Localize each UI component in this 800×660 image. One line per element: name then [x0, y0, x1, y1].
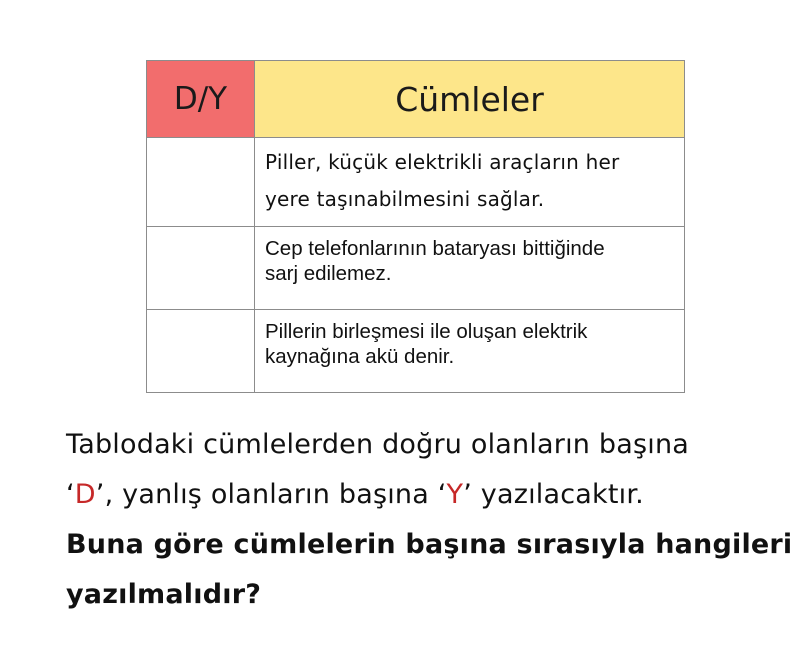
- answer-cell-3[interactable]: [147, 310, 255, 393]
- question-bold-line-1: Buna göre cümlelerin başına sırasıyla hangileri: [66, 529, 793, 560]
- question-block: [66, 420, 793, 620]
- table-row: [147, 310, 685, 393]
- answer-cell-1[interactable]: [147, 138, 255, 227]
- quote-open: ‘: [66, 479, 75, 510]
- question-line-2: [66, 470, 786, 520]
- table-row: [147, 138, 685, 227]
- question-bold-line-2: yazılmalıdır?: [66, 579, 262, 610]
- statements-table: [146, 60, 685, 393]
- table-row: [147, 227, 685, 310]
- header-sentences: Cümleler: [255, 61, 685, 138]
- sentence-cell-2: [255, 227, 685, 310]
- answer-cell-2[interactable]: [147, 227, 255, 310]
- question-line-2-middle: ’, yanlış olanların başına ‘: [95, 479, 447, 510]
- sentence-cell-3: [255, 310, 685, 393]
- sentence-2-line-2: sarj edilemez.: [265, 262, 392, 285]
- table-header-row: [147, 61, 685, 138]
- sentence-2-line-1: Cep telefonlarının bataryası bittiğinde: [265, 237, 605, 260]
- sentence-3-line-2: kaynağına akü denir.: [265, 345, 455, 368]
- question-line-1: Tablodaki cümlelerden doğru olanların başına: [66, 429, 690, 460]
- sentence-1-line-1: Piller, küçük elektrikli araçların her: [265, 150, 620, 174]
- header-dy: D/Y: [147, 61, 255, 138]
- sentence-cell-1: [255, 138, 685, 227]
- letter-d: D: [74, 479, 96, 510]
- sentence-1-line-2: yere taşınabilmesini sağlar.: [265, 187, 545, 211]
- sentence-3-line-1: Pillerin birleşmesi ile oluşan elektrik: [265, 320, 588, 343]
- question-line-2-end: ’ yazılacaktır.: [463, 479, 644, 510]
- letter-y: Y: [446, 479, 464, 510]
